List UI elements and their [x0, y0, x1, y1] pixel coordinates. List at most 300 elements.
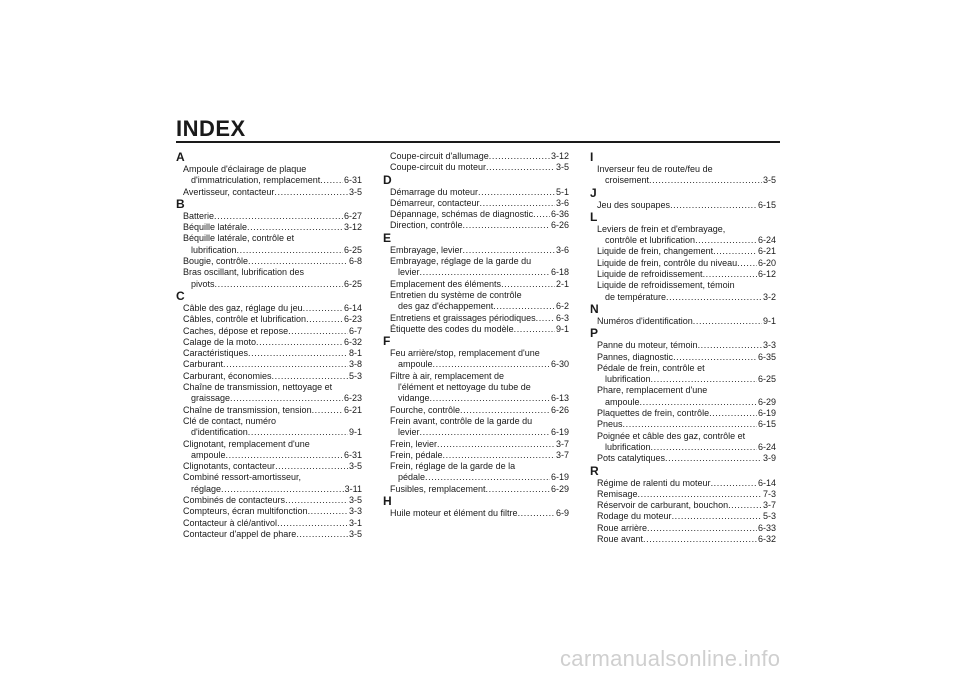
index-page-number: 2-1: [555, 278, 569, 289]
index-entry: [176, 211, 362, 222]
index-page-number: 6-29: [550, 483, 569, 494]
index-entry-text: ampoule: [398, 359, 433, 370]
index-entry-text: Entretien du système de contrôle: [390, 289, 522, 300]
dot-leader: [285, 495, 348, 506]
dot-leader: [698, 340, 762, 351]
index-entry: [176, 256, 362, 267]
index-entry-text: Liquide de frein, contrôle du niveau: [597, 257, 738, 268]
index-entry: [590, 534, 776, 545]
index-entry: [176, 506, 362, 517]
index-page-number: 3-2: [762, 291, 776, 302]
index-entry-text: Contacteur à clé/antivol: [183, 517, 278, 528]
index-page-number: 3-7: [555, 449, 569, 460]
index-page-number: 6-27: [343, 210, 362, 221]
index-entry: [590, 246, 776, 257]
index-entry: [590, 453, 776, 464]
index-entry-text: graissage: [191, 393, 231, 404]
dot-leader: [288, 326, 348, 337]
index-entry-text: Bougie, contrôle: [183, 256, 249, 267]
dot-leader: [248, 427, 348, 438]
index-page-number: 5-3: [348, 370, 362, 381]
index-entry-text: Clignotant, remplacement d'une: [183, 438, 310, 449]
index-entry-text: Combiné ressort-amortisseur,: [183, 472, 302, 483]
index-column-3: [590, 151, 776, 545]
dot-leader: [430, 393, 550, 404]
index-page-number: 6-7: [348, 325, 362, 336]
index-page-number: 6-21: [757, 246, 776, 257]
index-entry: [383, 348, 569, 371]
dot-leader: [649, 175, 762, 186]
dot-leader: [493, 301, 555, 312]
index-entry-text: levier: [398, 267, 420, 278]
dot-leader: [673, 352, 757, 363]
dot-leader: [296, 529, 348, 540]
index-entry-text: Dépannage, schémas de diagnostic: [390, 209, 534, 220]
index-entry-text: Avertisseur, contacteur: [183, 186, 275, 197]
index-entry: [383, 151, 569, 162]
dot-leader: [275, 461, 348, 472]
index-page-number: 6-9: [555, 508, 569, 519]
dot-leader: [312, 405, 343, 416]
index-entry-text: croisement: [605, 175, 650, 186]
index-entry-text: Leviers de frein et d'embrayage,: [597, 223, 726, 234]
index-entry: [383, 484, 569, 495]
index-entry-text: Régime de ralenti du moteur: [597, 477, 711, 488]
index-entry: [590, 269, 776, 280]
dot-leader: [709, 408, 757, 419]
dot-leader: [514, 324, 555, 335]
dot-leader: [214, 211, 343, 222]
index-entry: [590, 316, 776, 327]
index-letter-heading: E: [383, 230, 392, 245]
dot-leader: [420, 267, 550, 278]
dot-leader: [623, 419, 757, 430]
index-page-number: 9-1: [555, 323, 569, 334]
index-entry: [590, 478, 776, 489]
index-page-number: 3-6: [555, 197, 569, 208]
index-entry: [176, 326, 362, 337]
index-letter-heading: F: [383, 334, 391, 349]
index-entry: [383, 371, 569, 405]
index-entry-text: Jeu des soupapes: [597, 199, 671, 210]
index-entry-text: Emplacement des éléments: [390, 278, 502, 289]
index-page-number: 6-23: [343, 314, 362, 325]
index-entry-text: Liquide de refroidissement: [597, 269, 703, 280]
dot-leader: [277, 518, 348, 529]
index-page-number: 6-19: [550, 472, 569, 483]
index-entry: [590, 200, 776, 211]
index-entry: [590, 489, 776, 500]
index-entry: [383, 162, 569, 173]
index-entry: [590, 280, 776, 303]
index-entry: [383, 324, 569, 335]
index-page-number: 6-24: [757, 441, 776, 452]
index-entry-text: Béquille latérale: [183, 222, 248, 233]
index-entry: [590, 408, 776, 419]
dot-leader: [651, 374, 757, 385]
index-page-number: 3-3: [762, 340, 776, 351]
dot-leader: [433, 359, 550, 370]
index-page-number: 3-5: [348, 186, 362, 197]
index-entry-text: Étiquette des codes du modèle: [390, 323, 514, 334]
dot-leader: [215, 279, 343, 290]
dot-leader: [486, 484, 550, 495]
index-entry-text: levier: [398, 427, 420, 438]
index-page-number: 6-32: [757, 534, 776, 545]
dot-leader: [672, 511, 762, 522]
index-entry-text: vidange: [398, 393, 430, 404]
dot-leader: [643, 534, 757, 545]
index-entry-text: Béquille latérale, contrôle et: [183, 233, 295, 244]
index-page-number: 6-25: [343, 278, 362, 289]
index-entry-text: Carburant: [183, 359, 224, 370]
index-entry: [383, 450, 569, 461]
index-page-number: 3-5: [762, 175, 776, 186]
index-entry: [383, 245, 569, 256]
index-page-number: 3-12: [343, 222, 362, 233]
index-entry-text: Caractéristiques: [183, 348, 249, 359]
index-page-number: 6-8: [348, 256, 362, 267]
index-entry-text: Pots catalytiques: [597, 453, 666, 464]
index-page-number: 3-9: [762, 453, 776, 464]
index-entry: [176, 472, 362, 495]
index-entry: [176, 371, 362, 382]
dot-leader: [518, 508, 555, 519]
index-entry-text: Pédale de frein, contrôle et: [597, 362, 705, 373]
index-entry: [383, 256, 569, 279]
index-entry-text: Compteurs, écran multifonction: [183, 506, 308, 517]
dot-leader: [536, 313, 555, 324]
index-entry-text: Roue avant: [597, 534, 644, 545]
index-page-number: 6-31: [343, 175, 362, 186]
index-entry: [176, 416, 362, 439]
index-page-number: 6-30: [550, 359, 569, 370]
index-page-number: 3-12: [550, 151, 569, 161]
index-entry-text: Coupe-circuit d'allumage: [390, 151, 489, 161]
index-letter-heading: I: [590, 150, 594, 164]
dot-leader: [463, 220, 550, 231]
dot-leader: [460, 405, 550, 416]
index-page-number: 6-13: [550, 393, 569, 404]
index-entry-text: Batterie: [183, 210, 215, 221]
index-entry-text: Huile moteur et élément du filtre: [390, 508, 518, 519]
index-entry: [176, 314, 362, 325]
index-entry: [383, 290, 569, 313]
index-entry-text: Poignée et câble des gaz, contrôle et: [597, 430, 746, 441]
dot-leader: [223, 359, 348, 370]
index-page-number: 5-3: [762, 511, 776, 522]
index-letter-heading: J: [590, 185, 597, 200]
index-entry-text: ampoule: [605, 396, 640, 407]
dot-leader: [703, 269, 757, 280]
index-entry-text: Rodage du moteur: [597, 511, 672, 522]
index-entry-text: ampoule: [191, 449, 226, 460]
index-entry: [176, 461, 362, 472]
index-entry-text: Frein avant, contrôle de la garde du: [390, 415, 533, 426]
index-entry-text: Entretiens et graissages périodiques: [390, 312, 536, 323]
index-entry-text: lubrification: [191, 244, 237, 255]
dot-leader: [728, 500, 762, 511]
index-entry-text: Remisage: [597, 488, 638, 499]
index-entry: [176, 518, 362, 529]
dot-leader: [248, 348, 348, 359]
index-page-number: 6-15: [757, 419, 776, 430]
index-entry: [590, 352, 776, 363]
dot-leader: [226, 450, 343, 461]
index-entry: [383, 209, 569, 220]
index-page-number: 3-1: [348, 517, 362, 528]
dot-leader: [640, 397, 757, 408]
dot-leader: [486, 162, 555, 173]
index-letter-heading: R: [590, 463, 599, 478]
index-column-1: [176, 151, 362, 540]
page-title: INDEX: [176, 116, 246, 141]
index-entry: [176, 348, 362, 359]
dot-leader: [221, 484, 344, 495]
index-entry-text: de température: [605, 291, 667, 302]
index-entry-text: Roue arrière: [597, 522, 648, 533]
index-entry: [383, 461, 569, 484]
index-entry-text: Liquide de frein, changement: [597, 246, 714, 257]
index-letter-heading: P: [590, 326, 599, 341]
dot-leader: [489, 151, 550, 162]
index-entry: [176, 303, 362, 314]
index-entry: [590, 431, 776, 454]
index-entry: [176, 529, 362, 540]
index-entry-text: lubrification: [605, 441, 651, 452]
index-letter-heading: B: [176, 196, 185, 211]
dot-leader: [274, 187, 348, 198]
dot-leader: [425, 472, 550, 483]
index-entry: [176, 164, 362, 187]
dot-leader: [480, 198, 555, 209]
index-page-number: 6-12: [757, 269, 776, 280]
index-entry-text: réglage: [191, 483, 222, 494]
index-entry-text: Carburant, économies: [183, 370, 272, 381]
dot-leader: [248, 256, 348, 267]
index-entry-text: Fusibles, remplacement: [390, 483, 486, 494]
index-entry: [383, 405, 569, 416]
index-page-number: 6-24: [757, 235, 776, 246]
dot-leader: [713, 246, 757, 257]
index-entry: [176, 233, 362, 256]
index-entry-text: Clignotants, contacteur: [183, 461, 276, 472]
index-letter-heading: D: [383, 172, 392, 187]
index-page-number: 5-1: [555, 186, 569, 197]
dot-leader: [651, 442, 757, 453]
index-entry: [176, 439, 362, 462]
index-page-number: 6-23: [343, 393, 362, 404]
index-entry-text: Frein, levier: [390, 438, 438, 449]
index-entry-text: Caches, dépose et repose: [183, 325, 289, 336]
index-entry-text: des gaz d'échappement: [398, 301, 494, 312]
dot-leader: [303, 303, 343, 314]
index-entry-text: Pannes, diagnostic: [597, 351, 674, 362]
index-entry: [176, 267, 362, 290]
index-entry-text: Coupe-circuit du moteur: [390, 162, 487, 173]
index-entry: [590, 523, 776, 534]
index-page-number: 8-1: [348, 348, 362, 359]
index-page-number: 3-8: [348, 359, 362, 370]
index-page-number: 9-1: [348, 427, 362, 438]
index-page-number: 3-6: [555, 244, 569, 255]
index-entry: [383, 416, 569, 439]
title-rule: [176, 141, 780, 143]
dot-leader: [533, 209, 550, 220]
index-entry-text: Chaîne de transmission, nettoyage et: [183, 382, 333, 393]
index-letter-heading: L: [590, 209, 598, 224]
index-entry-text: Bras oscillant, lubrification des: [183, 267, 305, 278]
index-entry-text: Embrayage, réglage de la garde du: [390, 256, 532, 267]
index-page-number: 6-3: [555, 312, 569, 323]
dot-leader: [647, 523, 757, 534]
index-entry-text: Frein, réglage de la garde de la: [390, 461, 516, 472]
index-entry: [590, 500, 776, 511]
index-entry: [590, 340, 776, 351]
index-entry-text: Calage de la moto: [183, 336, 257, 347]
dot-leader: [665, 453, 762, 464]
index-entry-text: Inverseur feu de route/feu de: [597, 164, 713, 174]
index-entry: [590, 419, 776, 430]
index-entry: [176, 359, 362, 370]
index-entry-text: pivots: [191, 278, 215, 289]
index-entry-text: contrôle et lubrification: [605, 235, 696, 246]
index-entry-text: Numéros d'identification: [597, 315, 693, 326]
dot-leader: [666, 292, 762, 303]
index-entry: [590, 511, 776, 522]
index-entry: [383, 198, 569, 209]
index-page-number: 6-29: [757, 396, 776, 407]
index-page-number: 6-14: [343, 302, 362, 313]
dot-leader: [463, 245, 555, 256]
index-page-number: 6-2: [555, 301, 569, 312]
index-page-number: 6-18: [550, 267, 569, 278]
dot-leader: [306, 314, 343, 325]
dot-leader: [711, 478, 757, 489]
index-page-number: 6-26: [550, 404, 569, 415]
index-entry-text: Chaîne de transmission, tension: [183, 404, 312, 415]
index-entry: [590, 363, 776, 386]
index-entry-text: lubrification: [605, 374, 651, 385]
index-page-number: 3-5: [348, 528, 362, 539]
index-page-number: 3-3: [348, 506, 362, 517]
index-page-number: 6-36: [550, 209, 569, 220]
index-entry-text: Feu arrière/stop, remplacement d'une: [390, 348, 540, 359]
index-entry-text: Pneus: [597, 419, 623, 430]
index-entry: [590, 224, 776, 247]
index-page-number: 6-21: [343, 404, 362, 415]
dot-leader: [693, 316, 762, 327]
index-entry-text: Phare, remplacement d'une: [597, 385, 708, 396]
index-entry-text: Clé de contact, numéro: [183, 415, 277, 426]
index-page-number: 6-14: [757, 477, 776, 488]
dot-leader: [308, 506, 348, 517]
index-entry: [176, 495, 362, 506]
index-entry-text: d'immatriculation, remplacement: [191, 175, 321, 186]
index-page-number: 3-5: [555, 162, 569, 173]
index-entry-text: Embrayage, levier: [390, 244, 463, 255]
index-entry-text: Ampoule d'éclairage de plaque: [183, 164, 307, 174]
index-entry: [383, 279, 569, 290]
index-letter-heading: C: [176, 288, 185, 303]
index-page-number: 6-33: [757, 522, 776, 533]
dot-leader: [638, 489, 762, 500]
index-entry: [383, 508, 569, 519]
index-page-number: 7-3: [762, 488, 776, 499]
dot-leader: [737, 258, 757, 269]
index-entry: [383, 313, 569, 324]
index-entry: [176, 337, 362, 348]
dot-leader: [443, 450, 555, 461]
index-letter-heading: A: [176, 150, 185, 164]
index-entry-text: Démarrage du moteur: [390, 186, 479, 197]
index-entry: [383, 187, 569, 198]
index-entry-text: Fourche, contrôle: [390, 404, 461, 415]
index-page-number: 6-26: [550, 220, 569, 231]
dot-leader: [230, 393, 343, 404]
index-entry-text: d'identification: [191, 427, 248, 438]
index-entry-text: pédale: [398, 472, 426, 483]
index-page-number: 6-20: [757, 257, 776, 268]
index-entry: [590, 385, 776, 408]
index-entry: [590, 258, 776, 269]
dot-leader: [501, 279, 555, 290]
dot-leader: [320, 175, 343, 186]
index-entry: [383, 220, 569, 231]
index-letter-heading: N: [590, 301, 599, 316]
index-entry-text: Panne du moteur, témoin: [597, 340, 698, 351]
index-page-number: 6-25: [757, 374, 776, 385]
index-page-number: 6-35: [757, 351, 776, 362]
index-entry-text: Contacteur d'appel de phare: [183, 528, 297, 539]
index-entry: [590, 164, 776, 187]
index-entry-text: Liquide de refroidissement, témoin: [597, 280, 735, 291]
index-entry-text: Câble des gaz, réglage du jeu: [183, 302, 303, 313]
index-letter-heading: H: [383, 494, 392, 509]
dot-leader: [272, 371, 348, 382]
index-entry-text: Plaquettes de frein, contrôle: [597, 408, 710, 419]
dot-leader: [695, 235, 757, 246]
index-page-number: 6-31: [343, 449, 362, 460]
index-entry-text: Filtre à air, remplacement de: [390, 370, 505, 381]
index-entry-text: Direction, contrôle: [390, 220, 463, 231]
index-entry-text: Réservoir de carburant, bouchon: [597, 500, 729, 511]
index-page-number: 6-15: [757, 199, 776, 210]
index-entry: [176, 222, 362, 233]
dot-leader: [420, 427, 550, 438]
dot-leader: [437, 439, 555, 450]
dot-leader: [237, 245, 343, 256]
watermark: carmanualsonline.info: [560, 646, 781, 671]
index-entry: [176, 187, 362, 198]
index-page-number: 3-7: [555, 438, 569, 449]
index-entry: [176, 405, 362, 416]
index-page-number: 6-32: [343, 336, 362, 347]
index-entry-text: Combinés de contacteurs: [183, 495, 286, 506]
index-page-number: 3-7: [762, 500, 776, 511]
index-column-2: [383, 151, 569, 519]
index-page-number: 3-5: [348, 495, 362, 506]
index-entry-text: l'élément et nettoyage du tube de: [398, 382, 531, 393]
index-page-number: 6-25: [343, 244, 362, 255]
index-entry-text: Frein, pédale: [390, 449, 443, 460]
index-page-number: 9-1: [762, 315, 776, 326]
index-entry: [383, 439, 569, 450]
dot-leader: [670, 200, 757, 211]
index-page-number: 6-19: [757, 408, 776, 419]
index-page-number: 3-5: [348, 461, 362, 472]
index-page-number: 3-11: [344, 483, 362, 494]
